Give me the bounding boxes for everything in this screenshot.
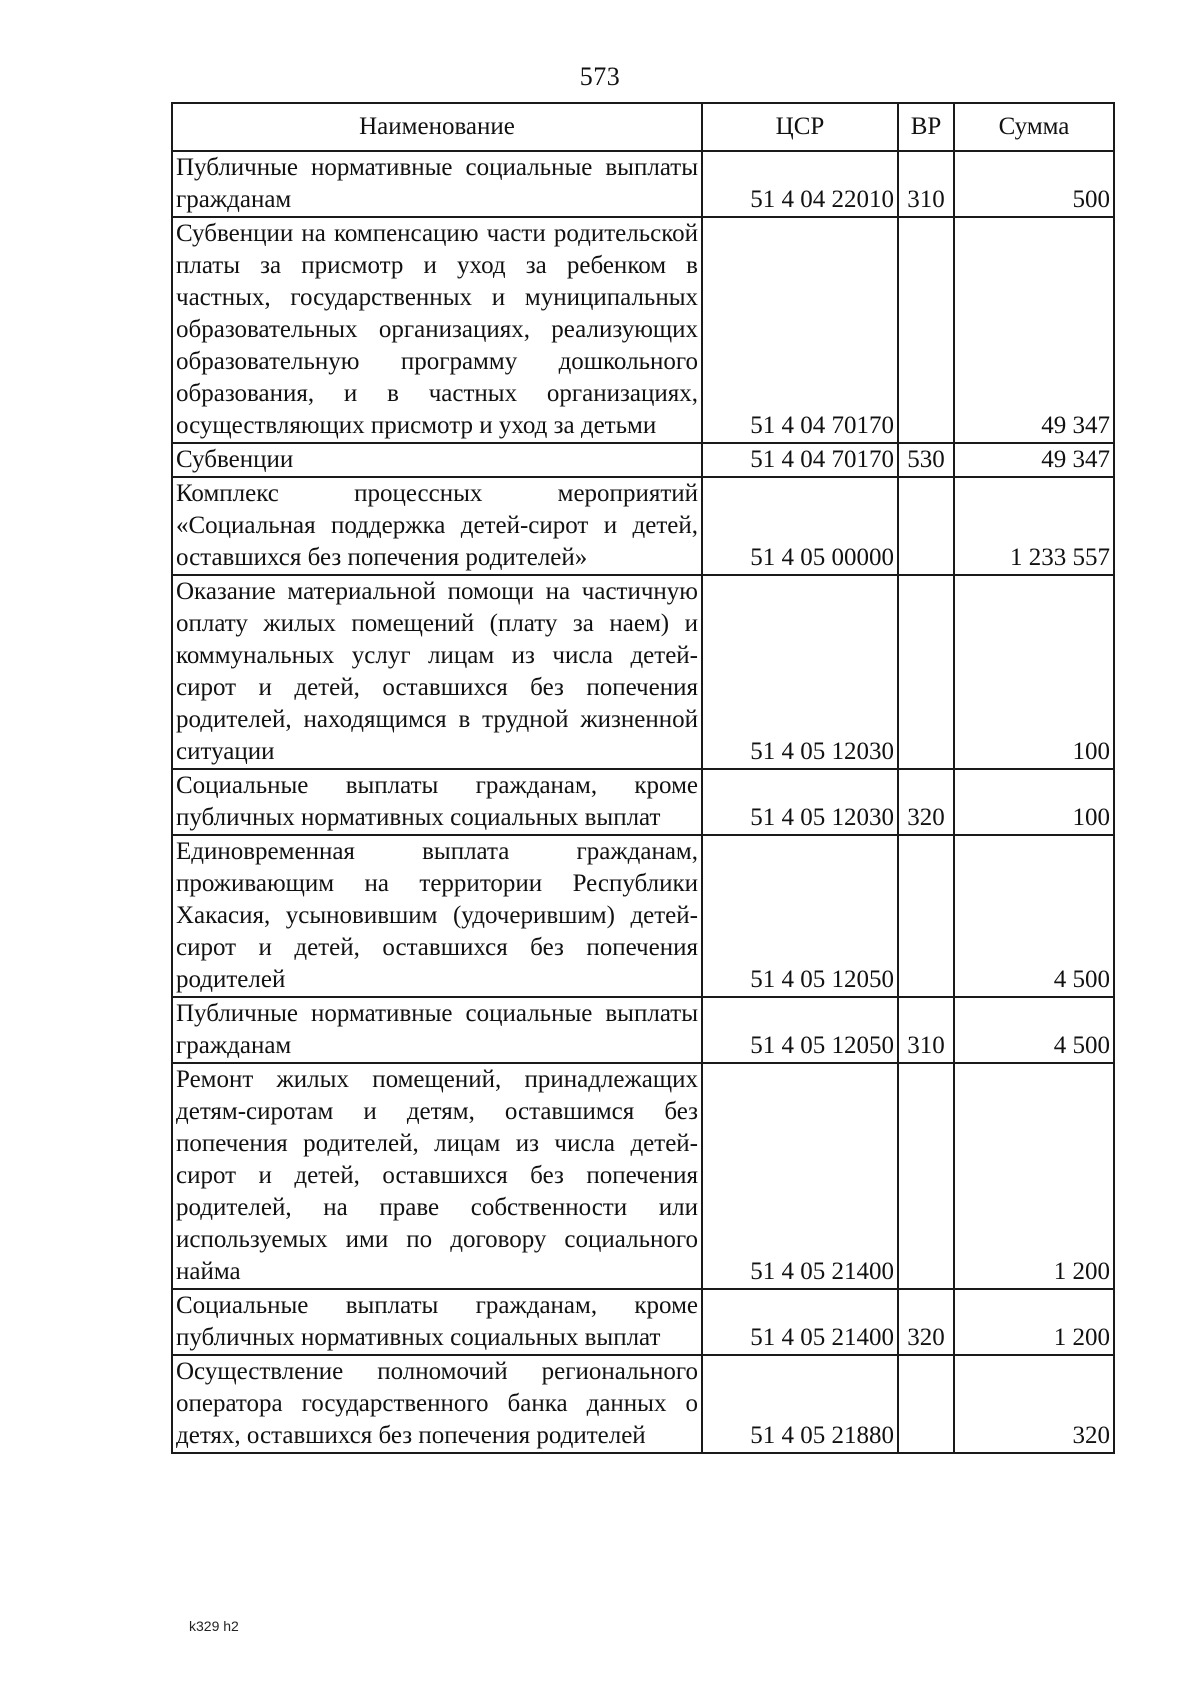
row-vr [898,477,954,575]
row-sum: 1 233 557 [954,477,1114,575]
table-header-row [172,103,1114,151]
row-vr [898,1063,954,1289]
row-sum: 320 [954,1355,1114,1453]
header-csr: ЦСР [702,103,898,151]
row-name: Оказание материальной помощи на частичную оплату жилых помещений (плату за наем) и коммунальных услуг лицам из числа детей-сирот и детей, оставшихся без попечения родителей, находящимся в трудной жизненной ситуации [172,575,702,769]
table-row [172,477,1114,575]
row-sum: 4 500 [954,835,1114,997]
row-vr [898,1355,954,1453]
row-name: Публичные нормативные социальные выплаты гражданам [172,151,702,217]
row-name: Субвенции [172,443,702,477]
row-sum: 500 [954,151,1114,217]
row-name: Социальные выплаты гражданам, кроме публичных нормативных социальных выплат [172,769,702,835]
row-csr: 51 4 05 00000 [702,477,898,575]
row-csr: 51 4 04 70170 [702,217,898,443]
row-sum: 49 347 [954,217,1114,443]
page-number: 573 [579,62,621,91]
table-row [172,443,1114,477]
row-sum: 1 200 [954,1063,1114,1289]
row-vr: 530 [898,443,954,477]
row-sum: 100 [954,769,1114,835]
row-csr: 51 4 04 22010 [702,151,898,217]
header-sum: Сумма [954,103,1114,151]
row-name: Субвенции на компенсацию части родительской платы за присмотр и уход за ребенком в частных, государственных и муниципальных образовательных организациях, реализующих образовательную программу дошкольного образования, и в частных организациях, осуществляющих присмотр и уход за детьми [172,217,702,443]
table-row [172,835,1114,997]
row-csr: 51 4 04 70170 [702,443,898,477]
row-sum: 100 [954,575,1114,769]
row-csr: 51 4 05 21400 [702,1063,898,1289]
row-csr: 51 4 05 12050 [702,835,898,997]
budget-table [171,102,1115,1454]
row-csr: 51 4 05 12030 [702,575,898,769]
row-name: Публичные нормативные социальные выплаты гражданам [172,997,702,1063]
row-vr: 320 [898,769,954,835]
table-row [172,1289,1114,1355]
row-sum: 1 200 [954,1289,1114,1355]
table-row [172,217,1114,443]
row-name: Единовременная выплата гражданам, проживающим на территории Республики Хакасия, усыновившим (удочерившим) детей-сирот и детей, оставшихся без попечения родителей [172,835,702,997]
header-name: Наименование [172,103,702,151]
row-vr [898,575,954,769]
table-row [172,997,1114,1063]
row-csr: 51 4 05 12050 [702,997,898,1063]
table-row [172,769,1114,835]
row-vr [898,835,954,997]
row-csr: 51 4 05 12030 [702,769,898,835]
row-name: Социальные выплаты гражданам, кроме публичных нормативных социальных выплат [172,1289,702,1355]
row-vr: 310 [898,997,954,1063]
table-row [172,151,1114,217]
row-vr: 320 [898,1289,954,1355]
header-vr: ВР [898,103,954,151]
table-row [172,1355,1114,1453]
row-sum: 49 347 [954,443,1114,477]
row-name: Комплекс процессных мероприятий «Социальная поддержка детей-сирот и детей, оставшихся без попечения родителей» [172,477,702,575]
row-sum: 4 500 [954,997,1114,1063]
row-csr: 51 4 05 21400 [702,1289,898,1355]
row-vr: 310 [898,151,954,217]
row-name: Ремонт жилых помещений, принадлежащих детям-сиротам и детям, оставшимся без попечения родителей, лицам из числа детей-сирот и детей, оставшихся без попечения родителей, на праве собственности или используемых ими по договору социального найма [172,1063,702,1289]
table-row [172,1063,1114,1289]
row-csr: 51 4 05 21880 [702,1355,898,1453]
footer-code: k329 h2 [189,1618,239,1634]
table-row [172,575,1114,769]
row-name: Осуществление полномочий регионального оператора государственного банка данных о детях, оставшихся без попечения родителей [172,1355,702,1453]
row-vr [898,217,954,443]
